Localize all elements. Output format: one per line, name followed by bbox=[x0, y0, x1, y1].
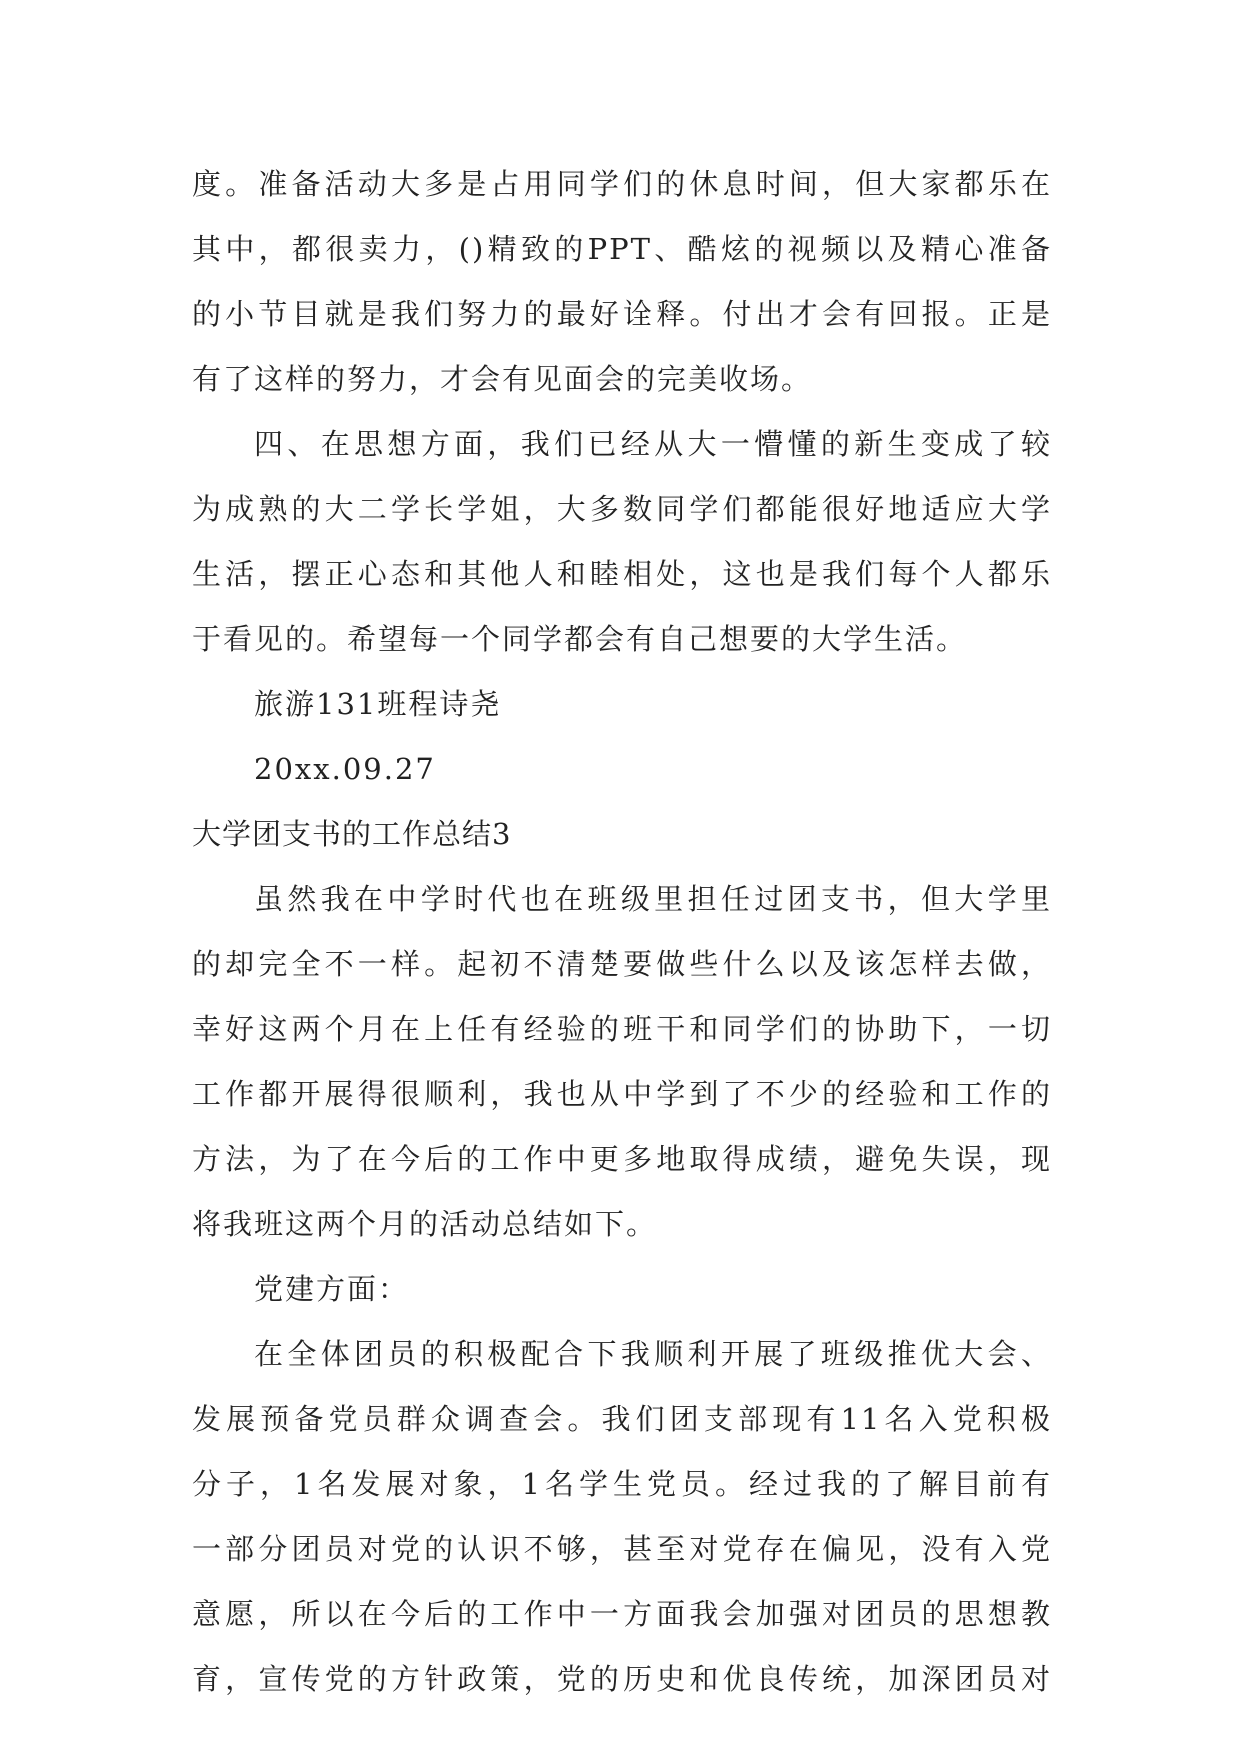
signature-date: 20xx.09.27 bbox=[254, 752, 436, 786]
paragraph-first-line: 虽然我在中学时代也在班级里担任过团支书，但大学里 bbox=[254, 882, 1052, 916]
text-line: 发展预备党员群众调查会。我们团支部现有11名入党积极 bbox=[192, 1402, 1052, 1436]
section-heading: 大学团支书的工作总结3 bbox=[192, 817, 512, 851]
text-line: 意愿，所以在今后的工作中一方面我会加强对团员的思想教 bbox=[192, 1597, 1052, 1631]
text-line: 为成熟的大二学长学姐，大多数同学们都能很好地适应大学 bbox=[192, 492, 1052, 526]
text-line: 方法，为了在今后的工作中更多地取得成绩，避免失误，现 bbox=[192, 1142, 1052, 1176]
paragraph-first-line: 四、在思想方面，我们已经从大一懵懂的新生变成了较 bbox=[254, 427, 1052, 461]
text-line: 生活，摆正心态和其他人和睦相处，这也是我们每个人都乐 bbox=[192, 557, 1052, 591]
text-line: 有了这样的努力，才会有见面会的完美收场。 bbox=[192, 362, 813, 396]
text-line: 一部分团员对党的认识不够，甚至对党存在偏见，没有入党 bbox=[192, 1532, 1052, 1566]
text-line: 幸好这两个月在上任有经验的班干和同学们的协助下，一切 bbox=[192, 1012, 1052, 1046]
signature-name: 旅游131班程诗尧 bbox=[254, 687, 502, 721]
paragraph-first-line: 在全体团员的积极配合下我顺利开展了班级推优大会、 bbox=[254, 1337, 1052, 1371]
text-line: 分子，1名发展对象，1名学生党员。经过我的了解目前有 bbox=[192, 1467, 1052, 1501]
text-line: 工作都开展得很顺利，我也从中学到了不少的经验和工作的 bbox=[192, 1077, 1052, 1111]
text-line: 度。准备活动大多是占用同学们的休息时间，但大家都乐在 bbox=[192, 167, 1052, 201]
subsection-label: 党建方面： bbox=[254, 1272, 410, 1306]
text-line: 于看见的。希望每一个同学都会有自己想要的大学生活。 bbox=[192, 622, 968, 656]
text-line: 的小节目就是我们努力的最好诠释。付出才会有回报。正是 bbox=[192, 297, 1052, 331]
text-line: 育，宣传党的方针政策，党的历史和优良传统，加深团员对 bbox=[192, 1662, 1052, 1696]
text-line: 将我班这两个月的活动总结如下。 bbox=[192, 1207, 658, 1241]
text-line: 的却完全不一样。起初不清楚要做些什么以及该怎样去做， bbox=[192, 947, 1052, 981]
text-line: 其中，都很卖力，()精致的PPT、酷炫的视频以及精心准备 bbox=[192, 232, 1052, 266]
